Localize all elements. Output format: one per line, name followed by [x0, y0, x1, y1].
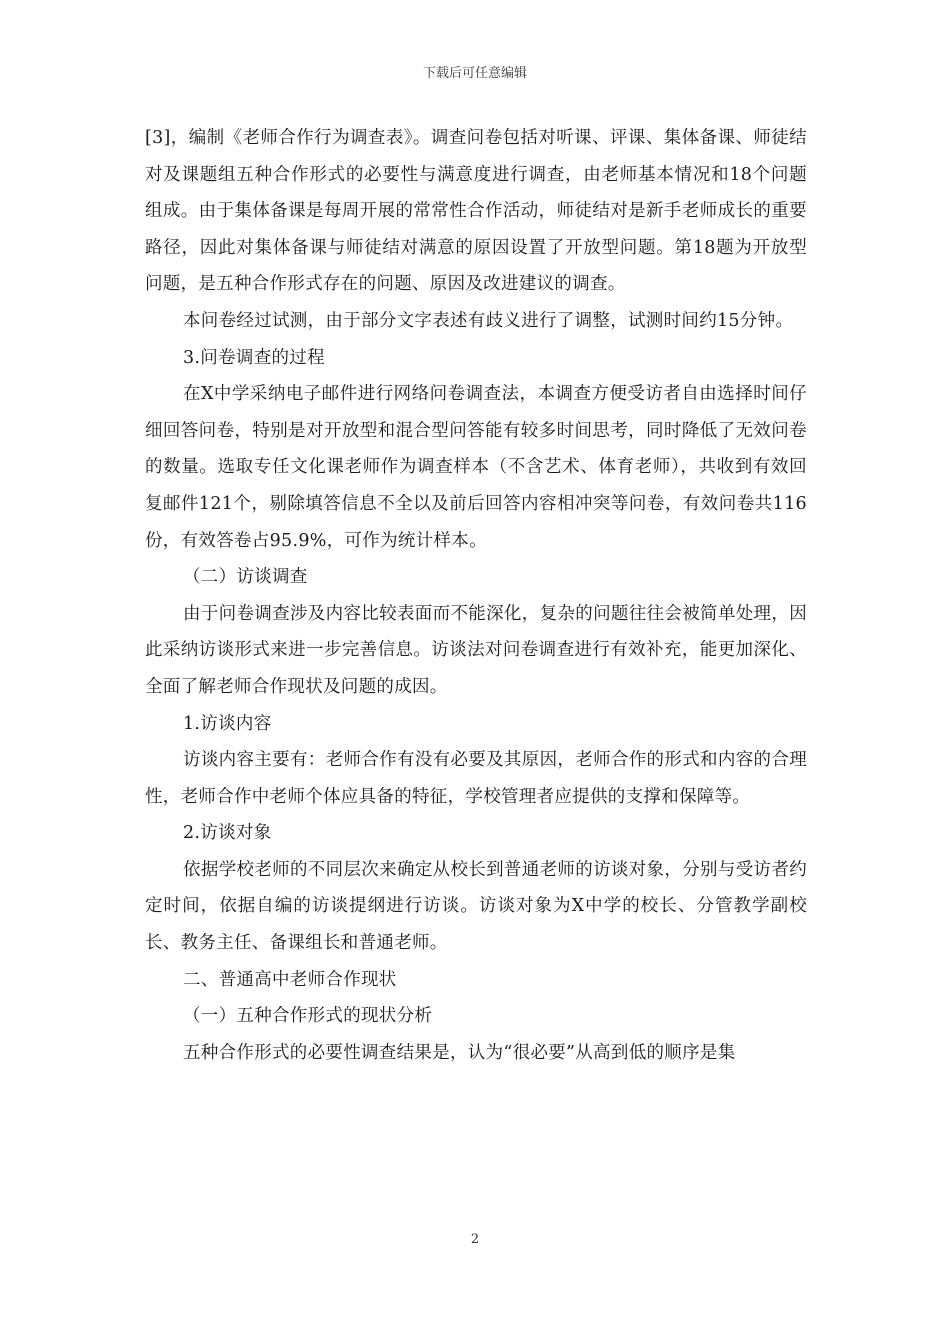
page-number: 2 — [470, 1232, 480, 1247]
paragraph-questionnaire-design: [3]，编制《老师合作行为调查表》。调查问卷包括对听课、评课、集体备课、师徒结对及课题组五种合作形式的必要性与满意度进行调查，由老师基本情况和18个问题组成。由于集体备课是每周开展的常常性合作活动，师徒结对是新手老师成长的重要路径，因此对集体备课与师徒结对满意的原因设置了开放型问题。第18题为开放型问题，是五种合作形式存在的问题、原因及改进建议的调查。 — [145, 128, 807, 295]
paragraph-five-forms-results: 五种合作形式的必要性调查结果是，认为“很必要”从高到低的顺序是集 — [183, 1042, 736, 1063]
paragraph-interview-content: 访谈内容主要有：老师合作有没有必要及其原因，老师合作的形式和内容的合理性，老师合作中老师个体应具备的特征，学校管理者应提供的支撑和保障等。 — [145, 750, 807, 807]
heading-interview-survey: （二）访谈调查 — [183, 567, 308, 588]
paragraph-pilot-test: 本问卷经过试测，由于部分文字表述有歧义进行了调整，试测时间约15分钟。 — [183, 310, 794, 331]
heading-five-forms-analysis: （一）五种合作形式的现状分析 — [183, 1006, 433, 1027]
document-body — [145, 120, 807, 1071]
paragraph-interview-survey: 由于问卷调查涉及内容比较表面而不能深化，复杂的问题往往会被简单处理，因此采纳访谈形式来进一步完善信息。访谈法对问卷调查进行有效补充，能更加深化、全面了解老师合作现状及问题的成因。 — [145, 603, 807, 697]
page-header: 下载后可任意编辑 — [422, 66, 527, 81]
heading-interview-subjects: 2.访谈对象 — [183, 823, 272, 844]
paragraph-survey-process: 在X中学采纳电子邮件进行网络问卷调查法，本调查方便受访者自由选择时间仔细回答问卷，特别是对开放型和混合型问答能有较多时间思考，同时降低了无效问卷的数量。选取专任文化课老师作为调查样本（不含艺术、体育老师），共收到有效回复邮件121个，剔除填答信息不全以及前后回答内容相冲突等问卷，有效问卷共116份，有效答卷占95.9%，可作为统计样本。 — [145, 384, 807, 551]
paragraph-interview-subjects: 依据学校老师的不同层次来确定从校长到普通老师的访谈对象，分别与受访者约定时间，依据自编的访谈提纲进行访谈。访谈对象为X中学的校长、分管教学副校长、教务主任、备课组长和普通老师。 — [145, 859, 807, 954]
heading-survey-process: 3.问卷调查的过程 — [183, 347, 325, 368]
heading-cooperation-status: 二、普通高中老师合作现状 — [183, 969, 397, 990]
heading-interview-content: 1.访谈内容 — [183, 713, 272, 734]
